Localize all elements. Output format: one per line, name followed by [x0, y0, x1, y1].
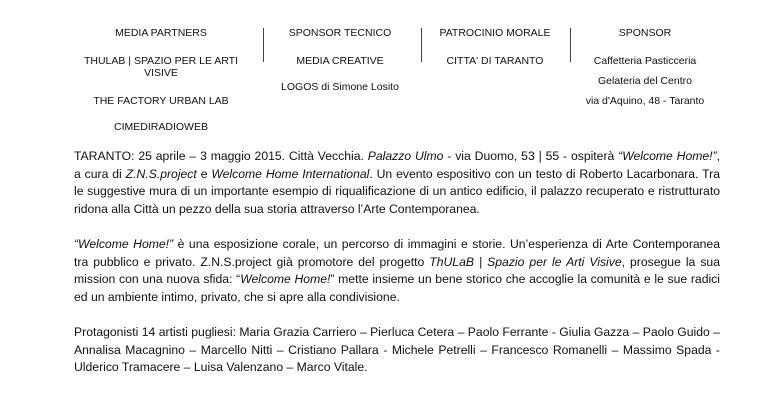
media-partner-thulab: THULAB | SPAZIO PER LE ARTI VISIVE — [83, 55, 239, 79]
sponsor-gelateria: Gelateria del Centro — [598, 75, 692, 87]
description-paragraph: “Welcome Home!” è una esposizione corale, un percorso di immagini e storie. Un’esperienza di Arte Contemporanea tra pubblico e privato. Z.N.S.project già promotore del progetto ThULaB | Spazio per le Arti Visive, prosegue la sua mission con una nuova sfida: “Welcome Home!” mette insieme un bene storico che accoglie la comunità e le sue radici ed un ambiente intimo, privato, che si apre alla condivisione. — [74, 236, 720, 304]
press-release-body — [74, 148, 720, 377]
italic-run: Welcome Home International — [211, 166, 370, 181]
sponsor-heading: SPONSOR — [618, 27, 672, 39]
column-divider — [263, 28, 264, 62]
patrocinio-citta: CITTA' DI TARANTO — [446, 55, 544, 67]
artists-paragraph: Protagonisti 14 artisti pugliesi: Maria Grazia Carriero – Pierluca Cetera – Paolo Ferrante - Giulia Gazza – Paolo Guido – Annalisa Macagnino – Marcello Nitti – Cristiano Pallara - Michele Petrelli – Francesco Romanelli – Massimo Spada - Ulderico Tramacere – Luisa Valenzano – Marco Vitale. — [74, 324, 720, 375]
column-divider — [570, 28, 571, 62]
sponsor-header — [0, 0, 782, 140]
italic-run: Palazzo Ulmo — [367, 149, 444, 163]
italic-run: ThULaB | Spazio per le Arti Visive — [429, 254, 622, 269]
media-partner-factory: THE FACTORY URBAN LAB — [93, 95, 229, 107]
intro-paragraph: TARANTO: 25 aprile – 3 maggio 2015. Città Vecchia. Palazzo Ulmo - via Duomo, 53 | 55 - ospiterà “Welcome Home!”, a cura di Z.N.S.project e Welcome Home International. Un evento espositivo con un testo di Roberto Lacarbonara. Tra le suggestive mura di un importante esempio di riqualificazione di un antico edificio, il palazzo recuperato e ristrutturato ridona alla Città un pezzo della sua storia attraverso l’Arte Contemporanea. — [74, 149, 721, 216]
sponsor-tecnico-logos: LOGOS di Simone Losito — [281, 81, 399, 93]
italic-run: “Welcome Home!” — [618, 149, 717, 163]
italic-run: “Welcome Home!” — [74, 236, 174, 251]
media-partner-cimedi: CIMEDIRADIOWEB — [114, 121, 208, 133]
sponsor-caffetteria: Caffetteria Pasticceria — [593, 55, 697, 67]
media-partners-heading: MEDIA PARTNERS — [115, 27, 207, 39]
italic-run: Welcome Home! — [240, 272, 331, 287]
sponsor-tecnico-media-creative: MEDIA CREATIVE — [296, 55, 384, 67]
sponsor-address: via d'Aquino, 48 - Taranto — [585, 95, 705, 107]
sponsor-tecnico-heading: SPONSOR TECNICO — [288, 27, 392, 39]
italic-run: Z.N.S.project — [125, 166, 197, 181]
patrocinio-heading: PATROCINIO MORALE — [439, 27, 551, 39]
